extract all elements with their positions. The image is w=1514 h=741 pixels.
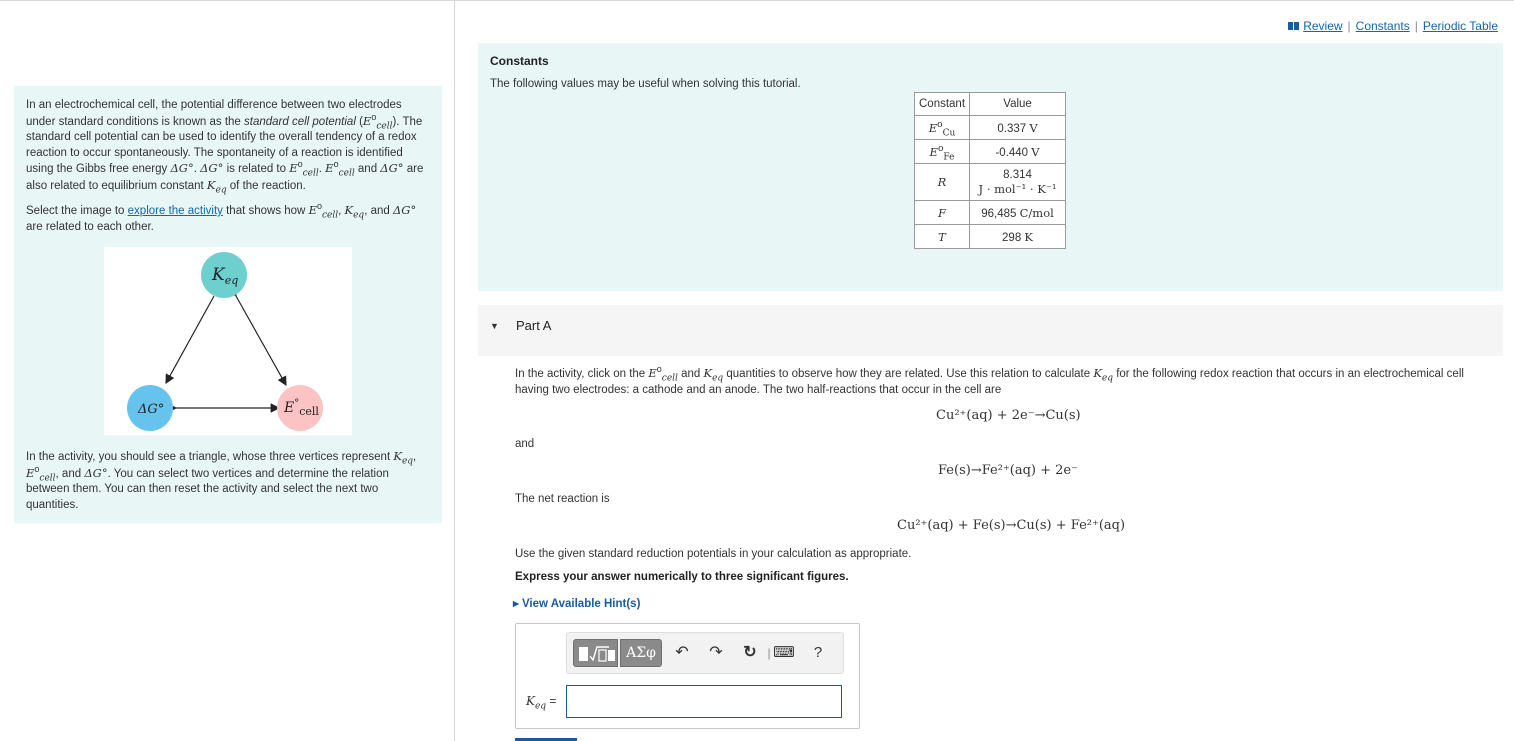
top-rule — [0, 0, 1514, 1]
greek-symbols-button[interactable]: ΑΣφ — [620, 639, 662, 667]
net-reaction: Cu²⁺(aq) + Fe(s)→Cu(s) + Fe²⁺(aq) — [897, 518, 1126, 533]
pane-divider — [454, 0, 455, 741]
intro-paragraph-3: In the activity, you should see a triangle, whose three vertices represent $K_{eq}$, $E^o_{cell}$, and ΔG°. You can select two vertices and determine the relation between them. You can then reset the activity and select the next two quantities. — [26, 449, 417, 511]
part-a-question: In the activity, click on the $E^o_{cell}$ and $K_{eq}$ quantities to observe how they are related. Use this relation to calculate $K_{eq}$ for the following redox reaction that occurs in an electrochemical cell having two electrodes: a cathode and an anode. The two half-reactions that occur in the cell are — [515, 364, 1464, 396]
net-reaction-label: The net reaction is — [515, 493, 610, 505]
table-row: F 96,485 C/mol — [915, 201, 1066, 225]
constants-title: Constants — [490, 54, 549, 68]
half-reaction-2: Fe(s)→Fe²⁺(aq) + 2e⁻ — [938, 463, 1078, 478]
view-hints-link[interactable]: ▸ View Available Hint(s) — [513, 598, 641, 610]
instruction-sigfigs: Express your answer numerically to three significant figures. — [515, 571, 849, 583]
answer-label: $K_{eq}$ = — [526, 694, 557, 712]
table-row: R 8.314 J · mol⁻¹ · K⁻¹ — [915, 164, 1066, 201]
caret-right-icon: ▸ — [513, 598, 522, 610]
keq-answer-input[interactable] — [566, 685, 842, 718]
table-header: Value — [970, 93, 1066, 116]
triangle-diagram — [104, 247, 352, 435]
half-reaction-1: Cu²⁺(aq) + 2e⁻→Cu(s) — [936, 408, 1081, 423]
constants-subtitle: The following values may be useful when solving this tutorial. — [490, 78, 801, 90]
periodic-table-link[interactable]: Periodic Table — [1422, 19, 1498, 33]
redo-icon[interactable]: ↷ — [709, 644, 723, 661]
constants-panel — [478, 43, 1503, 291]
node-keq-label: $K_{eq}$ — [212, 265, 239, 287]
and-label: and — [515, 438, 535, 450]
node-ecell-label: $E^\circ_{cell}$ — [284, 398, 319, 418]
answer-box — [515, 623, 860, 729]
activity-triangle-image[interactable] — [104, 247, 352, 435]
arrow-keq-to-dg — [166, 296, 214, 383]
help-icon[interactable]: ? — [813, 644, 823, 661]
intro-panel — [14, 86, 442, 523]
explore-activity-link[interactable]: explore the activity — [127, 205, 223, 217]
toolbar-separator: | — [767, 646, 771, 660]
table-row: T 298 K — [915, 225, 1066, 249]
part-a-title: Part A — [516, 318, 552, 333]
table-row: $E^o_{Fe}$ -0.440 V — [915, 140, 1066, 164]
constants-link[interactable]: Constants — [1355, 19, 1410, 33]
review-link[interactable]: Review — [1303, 19, 1343, 33]
table-row: $E^o_{Cu}$ 0.337 V — [915, 116, 1066, 140]
top-links: Review | Constants | Periodic Table — [1288, 19, 1498, 33]
intro-paragraph-1: In an electrochemical cell, the potential difference between two electrodes under standard conditions is known as the standard cell potential $(E^o_{cell})$. The standard cell potential can be used to identify the overall tendency of a redox reaction to occur spontaneously. The spontaneity of a reaction is identified using the Gibbs free energy ΔG°. ΔG° is related to $E^o_{cell}$. $E^o_{cell}$ and ΔG° are also related to equilibrium constant $K_{eq}$ of the reaction. — [26, 99, 424, 196]
intro-paragraph-2: Select the image to explore the activity that shows how $E^o_{cell}$, $K_{eq}$, and ΔG° are related to each other. — [26, 201, 417, 233]
instruction-potentials: Use the given standard reduction potentials in your calculation as appropriate. — [515, 548, 912, 560]
reset-icon[interactable]: ↻ — [743, 644, 757, 661]
constants-table — [914, 92, 1066, 249]
templates-icon — [574, 640, 619, 668]
table-header: Constant — [915, 93, 970, 116]
arrow-keq-to-ecell — [236, 296, 286, 385]
templates-button[interactable] — [573, 639, 618, 667]
math-toolbar — [566, 632, 844, 674]
part-a-header[interactable] — [478, 305, 1503, 356]
keyboard-icon[interactable]: ⌨ — [773, 644, 795, 661]
book-icon — [1288, 19, 1300, 27]
collapse-caret-icon[interactable]: ▼ — [490, 321, 499, 331]
undo-icon[interactable]: ↶ — [675, 644, 689, 661]
node-dg-label: ΔG° — [138, 402, 165, 417]
